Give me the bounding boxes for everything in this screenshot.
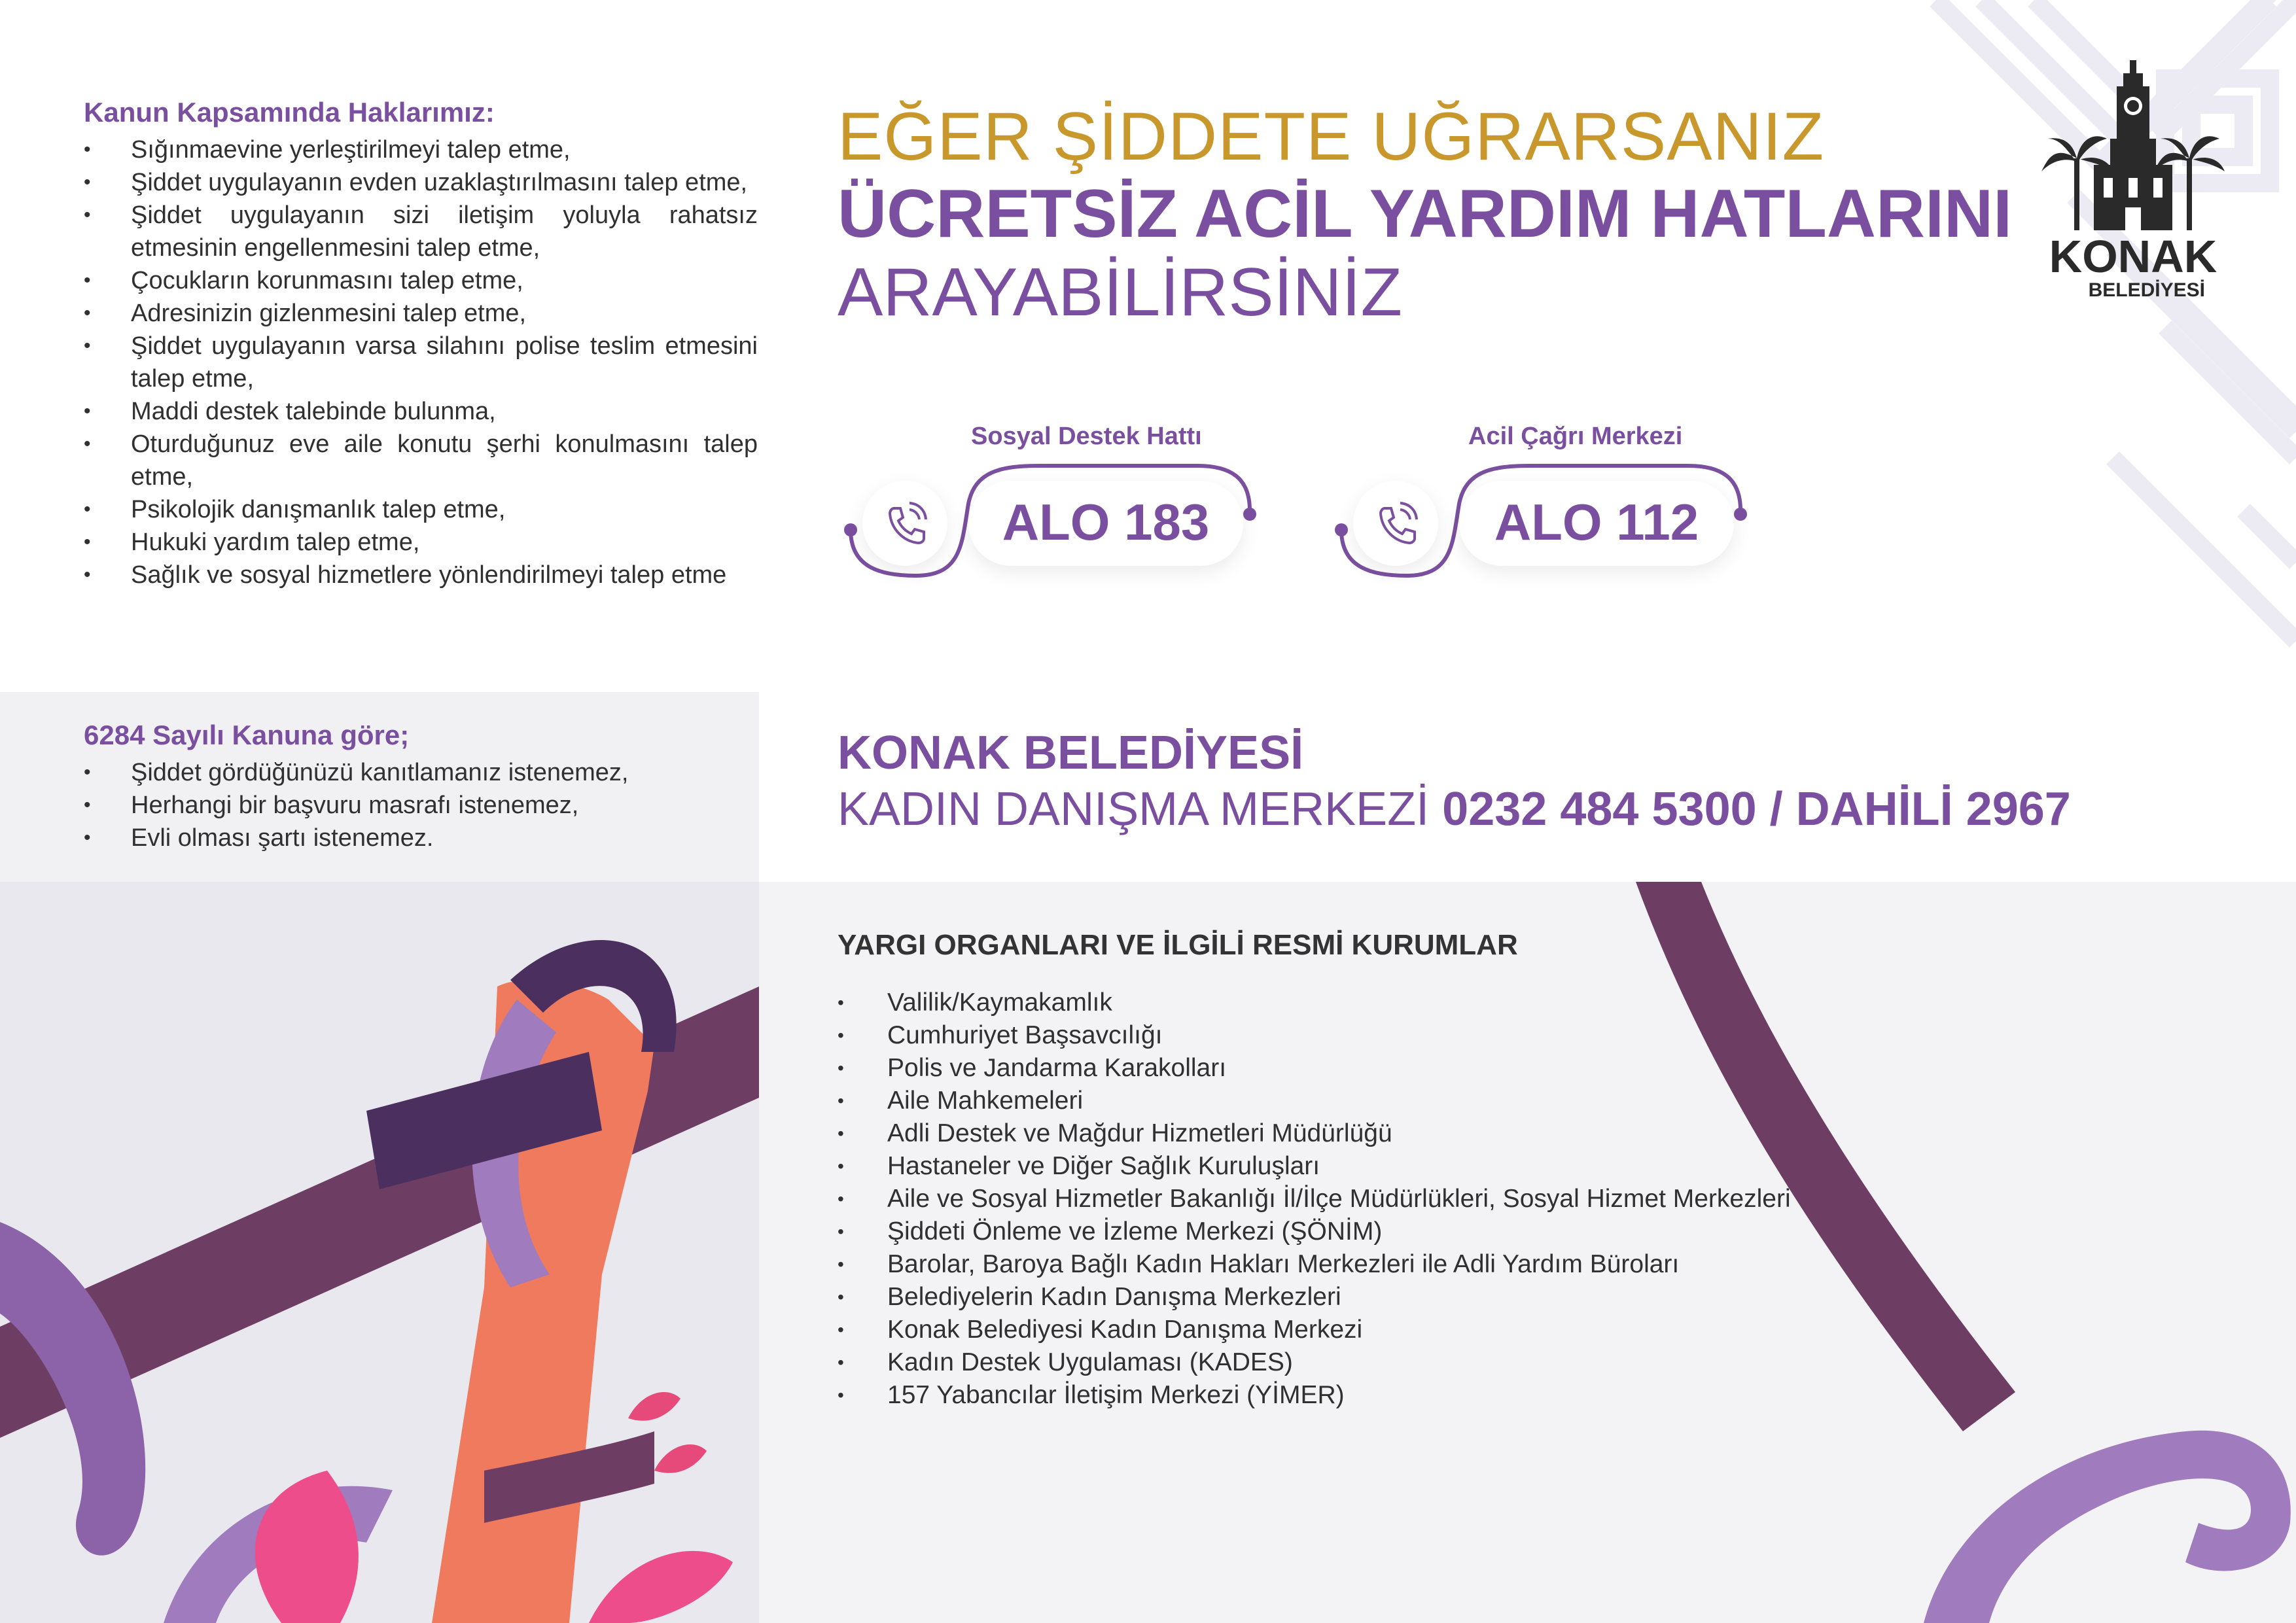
institution-list-item: • Adli Destek ve Mağdur Hizmetleri Müdürlüğü — [838, 1117, 1819, 1150]
institutions-section — [838, 986, 1819, 1412]
institution-list-item: • Kadın Destek Uygulaması (KADES) — [838, 1346, 1819, 1379]
rights-list-item: • Oturduğunuz eve aile konutu şerhi konulmasını talep etme, — [84, 428, 758, 493]
institutions-list — [838, 986, 1819, 1412]
rights-list-item: • Sağlık ve sosyal hizmetlere yönlendirilmeyi talep etme — [84, 559, 758, 591]
hotline-1-phone[interactable] — [862, 481, 947, 566]
center-unit: KADIN DANIŞMA MERKEZİ — [838, 783, 1430, 835]
rights-list-item: • Hukuki yardım talep etme, — [84, 526, 758, 559]
law-list — [84, 756, 758, 854]
institutions-title: YARGI ORGANLARI VE İLGİLİ RESMİ KURUMLAR — [838, 929, 1518, 961]
rights-list-item: • Adresinizin gizlenmesini talep etme, — [84, 297, 758, 330]
hotline-1-pill[interactable] — [968, 481, 1243, 566]
institution-list-item: • Valilik/Kaymakamlık — [838, 986, 1819, 1019]
center-line — [838, 782, 2071, 836]
headline-line1: EĞER ŞİDDETE UĞRARSANIZ — [838, 99, 1825, 175]
institution-list-item: • Belediyelerin Kadın Danışma Merkezleri — [838, 1281, 1819, 1314]
headline-line3: ARAYABİLİRSİNİZ — [838, 254, 1403, 330]
raised-fist-ribbon-illustration — [0, 882, 759, 1623]
law-title: 6284 Sayılı Kanuna göre; — [84, 720, 410, 750]
rights-section — [84, 97, 758, 591]
rights-list-item: • Şiddet uygulayanın evden uzaklaştırılmasını talep etme, — [84, 166, 758, 199]
rights-list-item: • Şiddet uygulayanın sizi iletişim yoluyla rahatsız etmesinin engellenmesini talep etme, — [84, 199, 758, 264]
rights-title: Kanun Kapsamında Haklarımız: — [84, 97, 495, 128]
hotline-1-label: Sosyal Destek Hattı — [971, 423, 1202, 450]
hotline-2-label: Acil Çağrı Merkezi — [1468, 423, 1683, 450]
institution-list-item: • Hastaneler ve Diğer Sağlık Kuruluşları — [838, 1150, 1819, 1183]
institution-list-item: • Konak Belediyesi Kadın Danışma Merkezi — [838, 1314, 1819, 1346]
headline-line2: ÜCRETSİZ ACİL YARDIM HATLARINI — [838, 176, 2013, 252]
law-section — [84, 720, 758, 854]
law-list-item: • Herhangi bir başvuru masrafı istenemez, — [84, 789, 758, 822]
hotline-2-phone[interactable] — [1353, 481, 1438, 566]
hotline-2-number: ALO 112 — [1494, 493, 1699, 551]
konak-logo — [2041, 60, 2225, 301]
hotline-2-pill[interactable] — [1459, 481, 1734, 566]
rights-list-item: • Psikolojik danışmanlık talep etme, — [84, 493, 758, 526]
institution-list-item: • Cumhuriyet Başsavcılığı — [838, 1019, 1819, 1052]
institution-list-item: • 157 Yabancılar İletişim Merkezi (YİMER) — [838, 1379, 1819, 1412]
law-list-item: • Evli olması şartı istenemez. — [84, 822, 758, 854]
rights-list — [84, 133, 758, 591]
institution-list-item: • Barolar, Baroya Bağlı Kadın Hakları Merkezleri ile Adli Yardım Büroları — [838, 1248, 1819, 1281]
rights-list-item: • Maddi destek talebinde bulunma, — [84, 395, 758, 428]
institution-list-item: • Aile Mahkemeleri — [838, 1085, 1819, 1117]
logo-name: KONAK — [2049, 231, 2217, 282]
hotline-1-number: ALO 183 — [1002, 493, 1210, 551]
phone-icon — [862, 481, 947, 566]
rights-list-item: • Çocukların korunmasını talep etme, — [84, 264, 758, 297]
institution-list-item: • Polis ve Jandarma Karakolları — [838, 1052, 1819, 1085]
rights-list-item: • Şiddet uygulayanın varsa silahını polise teslim etmesini talep etme, — [84, 330, 758, 395]
institution-list-item: • Şiddeti Önleme ve İzleme Merkezi (ŞÖNİM) — [838, 1215, 1819, 1248]
rights-list-item: • Sığınmaevine yerleştirilmeyi talep etme, — [84, 133, 758, 166]
institution-list-item: • Aile ve Sosyal Hizmetler Bakanlığı İl/İlçe Müdürlükleri, Sosyal Hizmet Merkezleri — [838, 1183, 1819, 1215]
phone-icon — [1353, 481, 1438, 566]
center-name: KONAK BELEDİYESİ — [838, 727, 1304, 779]
logo-sub: BELEDİYESİ — [2088, 279, 2205, 301]
center-phone[interactable]: 0232 484 5300 / DAHİLİ 2967 — [1442, 783, 2071, 835]
law-list-item: • Şiddet gördüğünüzü kanıtlamanız istenemez, — [84, 756, 758, 789]
clock-tower-icon — [2041, 60, 2225, 230]
